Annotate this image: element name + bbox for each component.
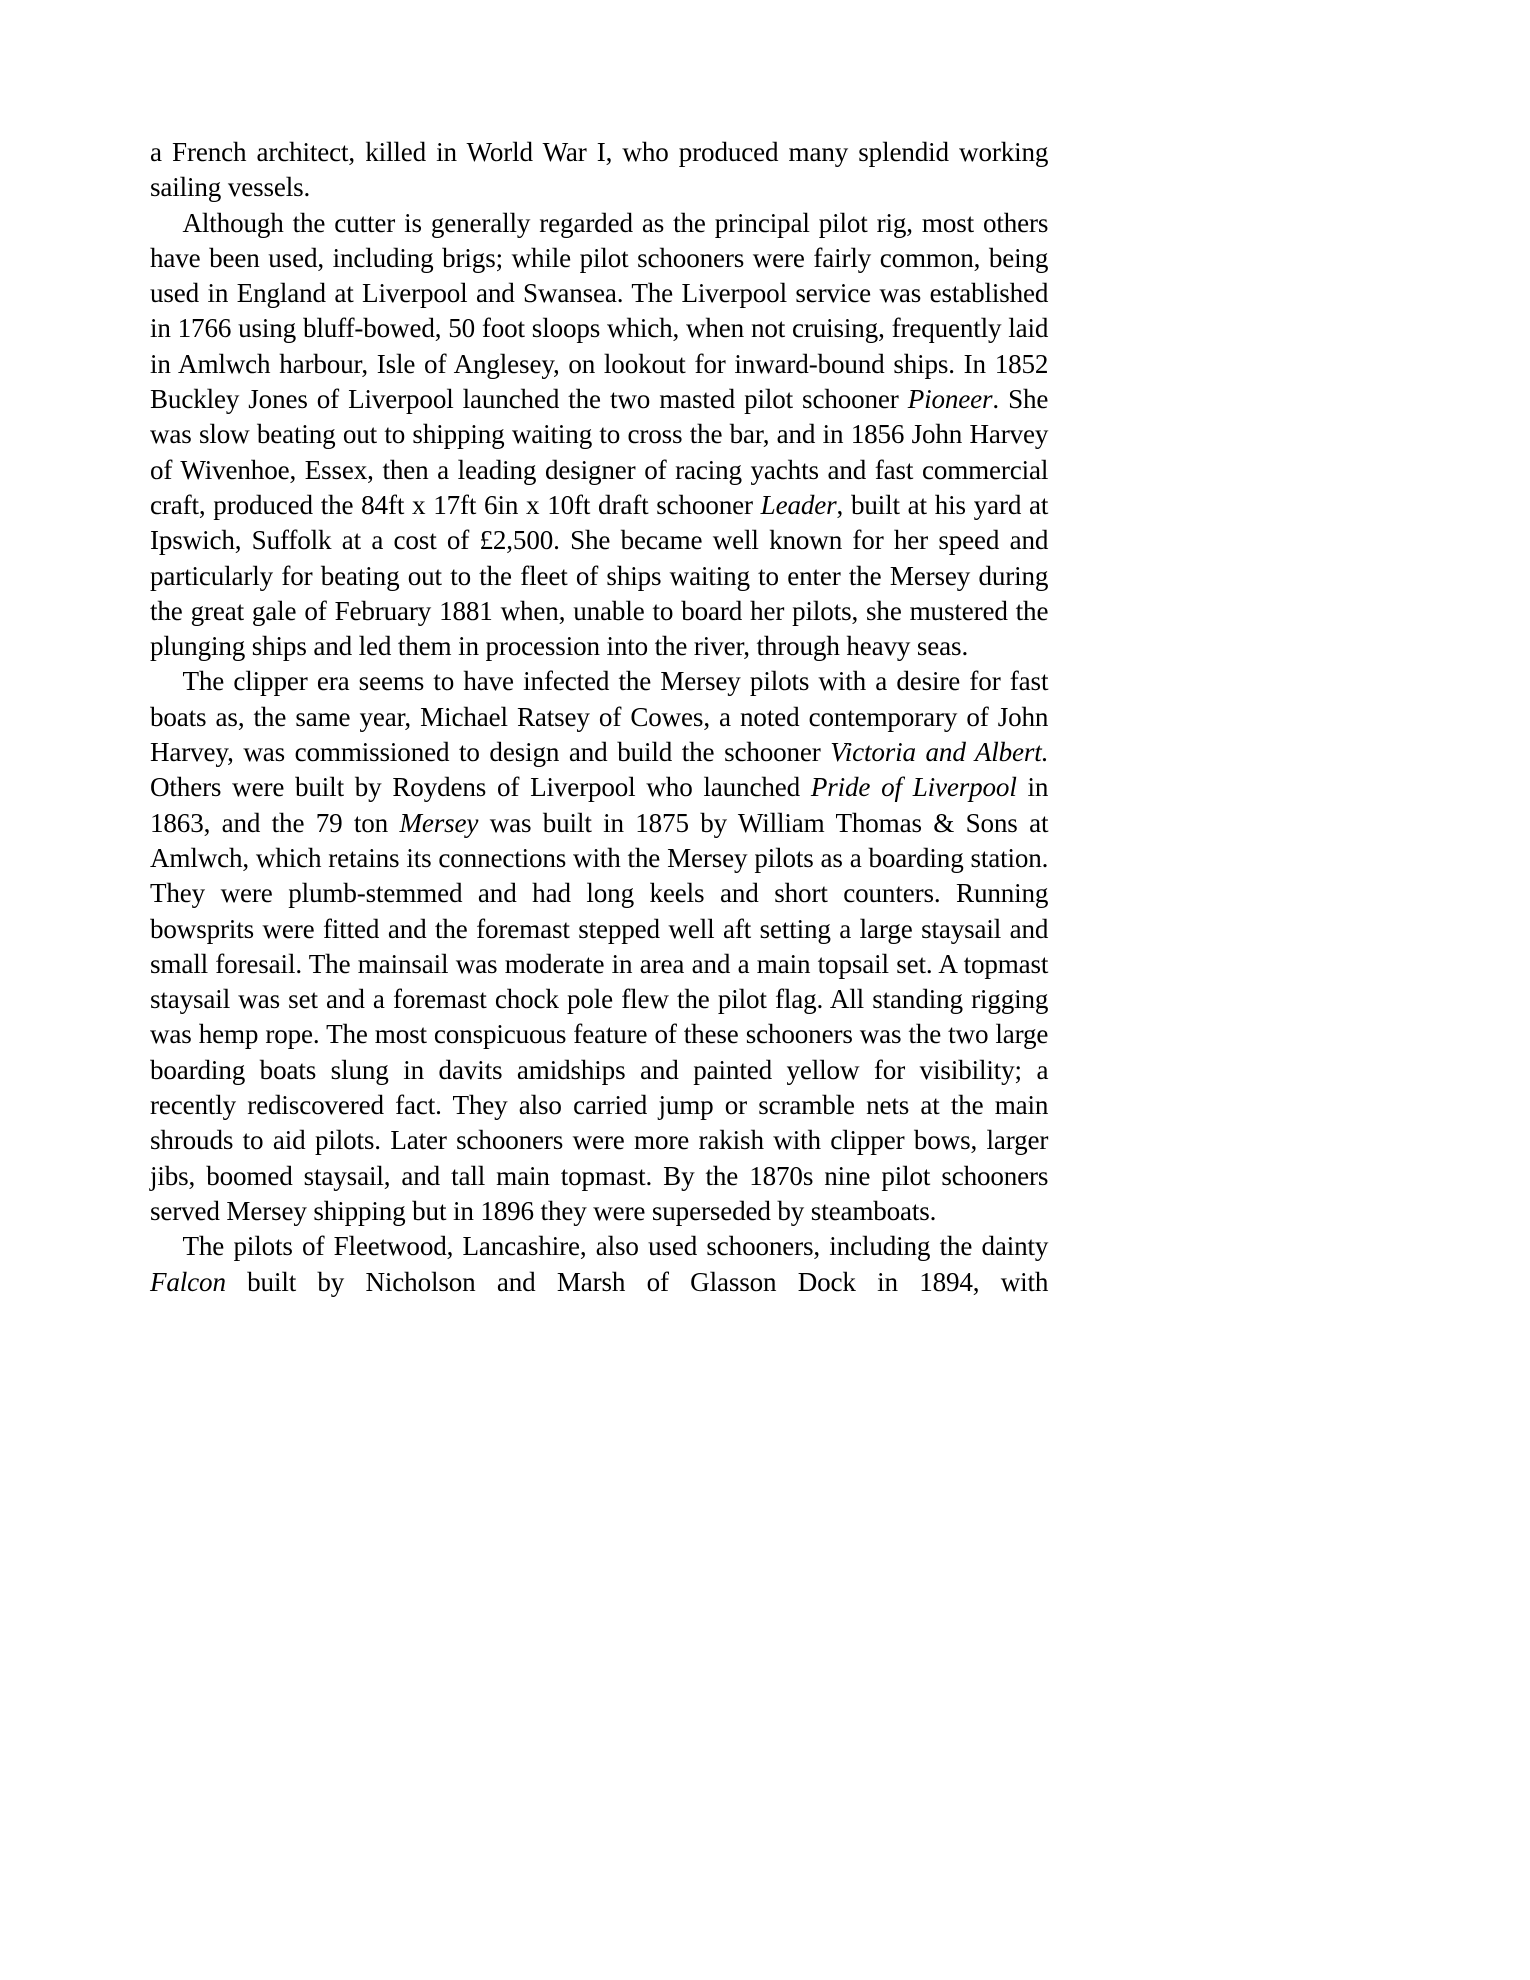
- paragraph-3: [150, 663, 1048, 1228]
- text-run: was built in 1875 by William Thomas & Sons at Amlwch, which retains its connections with the Mersey pilots as a boarding station. They were plumb-stemmed and had long keels and short counters. Running bowsprits were fitted and the foremast stepped well aft setting a large staysail and small foresail. The mainsail was moderate in area and a main topsail set. A topmast staysail was set and a foremast chock pole flew the pilot flag. All standing rigging was hemp rope. The most conspicuous feature of these schooners was the two large boarding boats slung in davits amidships and painted yellow for visibility; a recently rediscovered fact. They also carried jump or scramble nets at the main shrouds to aid pilots. Later schooners were more rakish with clipper bows, larger jibs, boomed staysail, and tall main topmast. By the 1870s nine pilot schooners served Mersey shipping but in 1896 they were superseded by steamboats.: [150, 806, 1049, 1226]
- text-run: built by Nicholson and Marsh of Glasson Dock in 1894, with: [225, 1265, 1049, 1297]
- text-run: The pilots of Fleetwood, Lancashire, also used schooners, including the dainty: [182, 1230, 1049, 1262]
- paragraph-2: [150, 205, 1048, 664]
- text-run: The clipper era seems to have infected the Mersey pilots with a desire for fast boats as, the same year, Michael Ratsey of Cowes, a noted contemporary of John Harvey, was commissioned to design and build the schooner: [150, 665, 1049, 768]
- text-run: . She was slow beating out to shipping waiting to cross the bar, and in 1856 John Harvey of Wivenhoe, Essex, then a leading designer of racing yachts and fast commercial craft, produced the 84ft x 17ft 6in x 10ft draft schooner: [150, 383, 1049, 520]
- text-run: a French architect, killed in World War I, who produced many splendid working sailing vessels.: [150, 136, 1049, 203]
- text-run: Others were built by Roydens of Liverpool who launched: [150, 771, 811, 803]
- paragraph-1: [150, 134, 1048, 205]
- italic-title-run: Mersey: [399, 806, 479, 838]
- text-run: Although the cutter is generally regarded as the principal pilot rig, most others have been used, including brigs; while pilot schooners were fairly common, being used in England at Liverpool and Swansea. The Liverpool service was established in 1766 using bluff-bowed, 50 foot sloops which, when not cruising, frequently laid in Amlwch harbour, Isle of Anglesey, on lookout for inward-bound ships. In 1852 Buckley Jones of Liverpool launched the two masted pilot schooner: [150, 206, 1049, 415]
- italic-title-run: Pride of Liverpool: [810, 771, 1017, 803]
- paragraph-4: [150, 1228, 1048, 1334]
- italic-title-run: Falcon: [150, 1265, 226, 1297]
- body-text-column: [150, 134, 1062, 1334]
- italic-title-run: Pioneer: [907, 383, 993, 415]
- italic-title-run: Victoria and Albert.: [830, 736, 1049, 768]
- text-run: , built at his yard at Ipswich, Suffolk at a cost of £2,500. She became well known for her speed and particularly for beating out to the fleet of ships waiting to enter the Mersey during the great gale of February 1881 when, unable to board her pilots, she mustered the plunging ships and led them in procession into the river, through heavy seas.: [150, 488, 1049, 662]
- italic-title-run: Leader: [760, 488, 837, 520]
- text-run: in 1863, and the 79 ton: [150, 771, 1049, 838]
